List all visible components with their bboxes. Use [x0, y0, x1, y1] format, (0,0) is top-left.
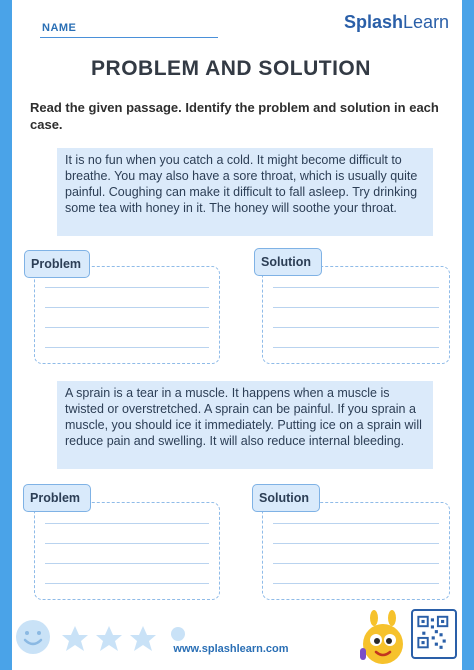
answer-line: [273, 327, 439, 328]
page-title: PROBLEM AND SOLUTION: [91, 57, 371, 80]
star-icon: [60, 624, 90, 654]
solution-answer-box-2[interactable]: [262, 502, 450, 600]
answer-line: [45, 543, 209, 544]
name-label: NAME: [42, 22, 77, 34]
problem-label-2: Problem: [23, 484, 91, 512]
answer-line: [273, 287, 439, 288]
answer-line: [45, 583, 209, 584]
mascot-icon: [360, 610, 406, 666]
answer-line: [45, 563, 209, 564]
problem-label-1: Problem: [24, 250, 90, 278]
answer-line: [45, 347, 209, 348]
answer-line: [273, 543, 439, 544]
answer-line: [45, 523, 209, 524]
solution-label-1: Solution: [254, 248, 322, 276]
answer-line: [45, 327, 209, 328]
passage-2: A sprain is a tear in a muscle. It happens when a muscle is twisted or overstretched. A sprain can be painful. If you sprain a muscle, you should ice it immediately. Putting ice on a sprain will reduce pain and swelling. It will also reduce internal bleeding.: [57, 381, 433, 469]
brand-logo: [344, 12, 449, 33]
brand-light: Learn: [403, 12, 450, 32]
worksheet: [12, 0, 462, 670]
name-input-line[interactable]: [40, 37, 218, 38]
brand-bold: Splash: [344, 12, 404, 32]
answer-line: [273, 347, 439, 348]
problem-answer-box-1[interactable]: [34, 266, 220, 364]
answer-line: [273, 583, 439, 584]
smiley-icon: [14, 618, 52, 656]
passage-1: It is no fun when you catch a cold. It might become difficult to breathe. You may also have a sore throat, which is usually quite painful. Coughing can make it difficult to fall asleep. Try drinking some tea with honey in it. The honey will soothe your throat.: [57, 148, 433, 236]
solution-label-2: Solution: [252, 484, 320, 512]
answer-line: [45, 307, 209, 308]
answer-line: [273, 307, 439, 308]
solution-answer-box-1[interactable]: [262, 266, 450, 364]
footer-url: www.splashlearn.com: [173, 643, 289, 655]
problem-answer-box-2[interactable]: [34, 502, 220, 600]
star-icon: [128, 624, 158, 654]
answer-line: [273, 563, 439, 564]
star-icon: [94, 624, 124, 654]
instructions: Read the given passage. Identify the problem and solution in each case.: [30, 100, 439, 132]
answer-line: [273, 523, 439, 524]
qr-code-icon: [411, 609, 457, 659]
circle-decor-icon: [170, 626, 186, 642]
answer-line: [45, 287, 209, 288]
